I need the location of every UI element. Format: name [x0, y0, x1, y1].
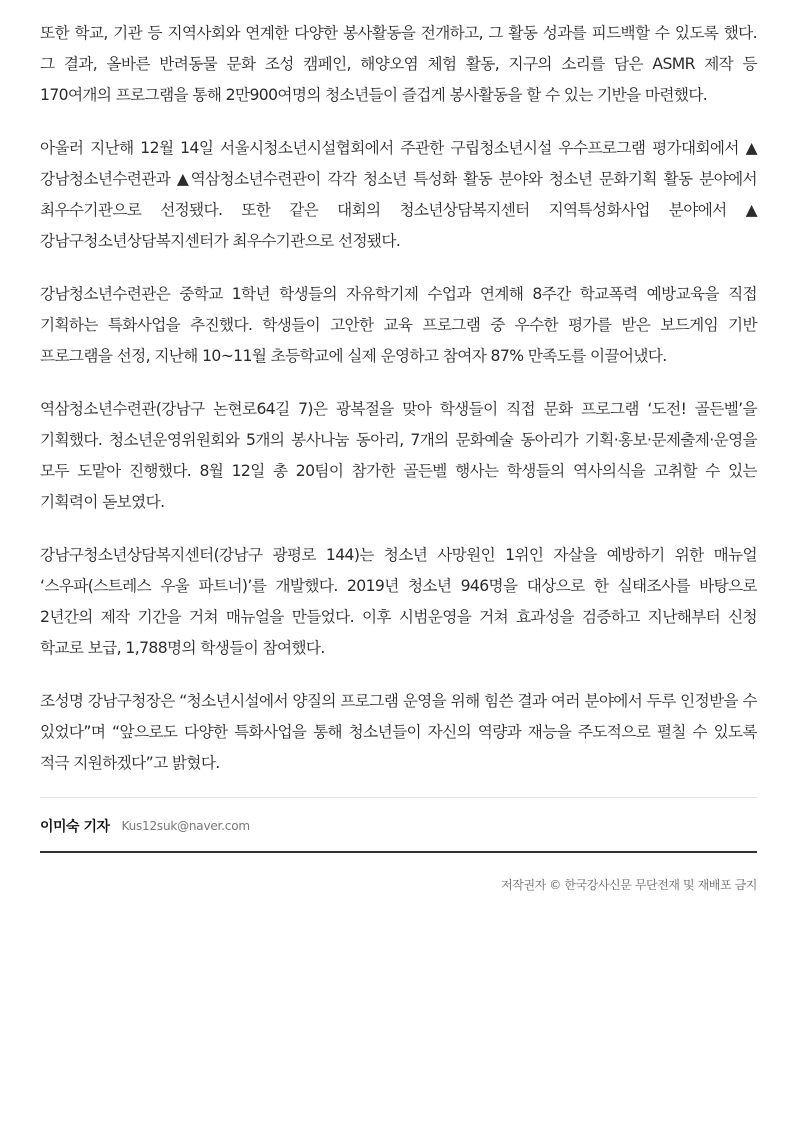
article-paragraph: 강남구청소년상담복지센터(강남구 광평로 144)는 청소년 사망원인 1위인 자살을 예방하기 위한 매뉴얼 ‘스우파(스트레스 우울 파트너)’를 개발했다. 2019년 청소년 946명을 대상으로 한 실태조사를 바탕으로 2년간의 제작 기간을 거쳐 매뉴얼을 만들었다. 이후 시범운영을 거쳐 효과성을 검증하고 지난해부터 신청 학교로 보급, 1,788명의 학생들이 참여했다. [40, 546, 757, 657]
article-paragraph: 조성명 강남구청장은 “청소년시설에서 양질의 프로그램 운영을 위해 힘쓴 결과 여러 분야에서 두루 인정받을 수 있었다”며 “앞으로도 다양한 특화사업을 통해 청소년들이 자신의 역량과 재능을 주도적으로 펼칠 수 있도록 적극 지원하겠다”고 밝혔다. [40, 692, 757, 772]
byline [40, 814, 757, 838]
reporter-name: 이미숙 기자 [40, 819, 110, 835]
byline-top-divider [40, 797, 757, 798]
reporter-email[interactable]: Kus12suk@naver.com [121, 819, 250, 833]
article-paragraph: 또한 학교, 기관 등 지역사회와 연계한 다양한 봉사활동을 전개하고, 그 활동 성과를 피드백할 수 있도록 했다. 그 결과, 올바른 반려동물 문화 조성 캠페인, 해양오염 체험 활동, 지구의 소리를 담은 ASMR 제작 등 170여개의 프로그램을 통해 2만900여명의 청소년들이 즐겁게 봉사활동을 할 수 있는 기반을 마련했다. [40, 24, 757, 104]
article-paragraph: 아울러 지난해 12월 14일 서울시청소년시설협회에서 주관한 구립청소년시설 우수프로그램 평가대회에서 ▲강남청소년수련관과 ▲역삼청소년수련관이 각각 청소년 특성화 활동 분야와 청소년 문화기획 활동 분야에서 최우수기관으로 선정됐다. 또한 같은 대회의 청소년상담복지센터 지역특성화사업 분야에서 ▲강남구청소년상담복지센터가 최우수기관으로 선정됐다. [40, 139, 757, 250]
article-paragraph: 강남청소년수련관은 중학교 1학년 학생들의 자유학기제 수업과 연계해 8주간 학교폭력 예방교육을 직접 기획하는 특화사업을 추진했다. 학생들이 고안한 교육 프로그램 중 우수한 평가를 받은 보드게임 기반 프로그램을 선정, 지난해 10~11월 초등학교에 실제 운영하고 참여자 87% 만족도를 이끌어냈다. [40, 285, 757, 365]
article-paragraph: 역삼청소년수련관(강남구 논현로64길 7)은 광복절을 맞아 학생들이 직접 문화 프로그램 ‘도전! 골든벨’을 기획했다. 청소년운영위원회와 5개의 봉사나눔 동아리, 7개의 문화예술 동아리가 기획·홍보·문제출제·운영을 모두 도맡아 진행했다. 8월 12일 총 20팀이 참가한 골든벨 행사는 학생들의 역사의식을 고취할 수 있는 기획력이 돋보였다. [40, 400, 757, 511]
article-body [40, 18, 757, 801]
copyright-notice: 저작권자 © 한국강사신문 무단전재 및 재배포 금지 [501, 878, 757, 892]
byline-bottom-divider [40, 851, 757, 853]
